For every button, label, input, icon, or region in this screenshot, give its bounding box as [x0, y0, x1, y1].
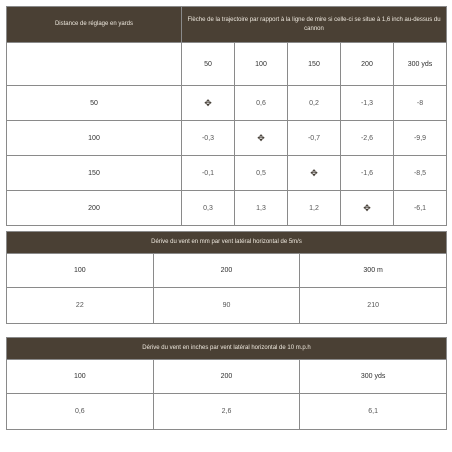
wind-drift-inches-table	[6, 337, 447, 430]
table-cell: 0,5	[235, 156, 288, 191]
table-cell: 6,1	[300, 394, 447, 430]
table-cell: -1,3	[341, 86, 394, 121]
distance-columns-row	[7, 43, 447, 86]
table-cell: 0,6	[235, 86, 288, 121]
row-label: 200	[7, 191, 182, 226]
column-header-150: 150	[288, 43, 341, 86]
table-row	[7, 191, 447, 226]
trajectory-header-row	[7, 7, 447, 43]
table-cell: -1,6	[341, 156, 394, 191]
wind-drift-mm-title-row	[7, 232, 447, 254]
table-cell: 0,6	[7, 394, 154, 430]
column-header-200: 200	[153, 360, 300, 394]
column-header-200: 200	[341, 43, 394, 86]
column-header-100: 100	[7, 254, 154, 288]
trajectory-description-header: Flèche de la trajectoire par rapport à la ligne de mire si celle-ci se situe à 1,6 inch au-dessus du cannon	[182, 7, 447, 43]
empty-corner-cell	[7, 43, 182, 86]
zero-point-icon: ✥	[341, 191, 394, 226]
distance-columns-row	[7, 254, 447, 288]
column-header-300: 300 m	[300, 254, 447, 288]
column-header-100: 100	[235, 43, 288, 86]
zeroing-distance-header: Distance de réglage en yards	[7, 7, 182, 43]
column-header-100: 100	[7, 360, 154, 394]
table-row	[7, 394, 447, 430]
distance-columns-row	[7, 360, 447, 394]
table-cell: 22	[7, 288, 154, 324]
table-cell: -2,6	[341, 121, 394, 156]
table-cell: 1,3	[235, 191, 288, 226]
table-cell: -0,7	[288, 121, 341, 156]
table-cell: 1,2	[288, 191, 341, 226]
table-row	[7, 86, 447, 121]
table-row	[7, 121, 447, 156]
table-cell: -0,3	[182, 121, 235, 156]
column-header-300: 300 yds	[394, 43, 447, 86]
table-cell: -6,1	[394, 191, 447, 226]
wind-drift-inches-title: Dérive du vent en inches par vent latéral horizontal de 10 m.p.h	[7, 338, 447, 360]
table-cell: 0,3	[182, 191, 235, 226]
table-cell: 90	[153, 288, 300, 324]
row-label: 50	[7, 86, 182, 121]
table-cell: 210	[300, 288, 447, 324]
table-cell: 2,6	[153, 394, 300, 430]
wind-drift-mm-table	[6, 231, 447, 324]
row-label: 150	[7, 156, 182, 191]
zero-point-icon: ✥	[182, 86, 235, 121]
column-header-300: 300 yds	[300, 360, 447, 394]
table-cell: -9,9	[394, 121, 447, 156]
row-label: 100	[7, 121, 182, 156]
table-cell: -0,1	[182, 156, 235, 191]
wind-drift-inches-title-row	[7, 338, 447, 360]
trajectory-table	[6, 6, 447, 226]
table-cell: -8	[394, 86, 447, 121]
table-cell: 0,2	[288, 86, 341, 121]
zero-point-icon: ✥	[288, 156, 341, 191]
zero-point-icon: ✥	[235, 121, 288, 156]
table-cell: -8,5	[394, 156, 447, 191]
table-row	[7, 156, 447, 191]
table-row	[7, 288, 447, 324]
column-header-200: 200	[153, 254, 300, 288]
column-header-50: 50	[182, 43, 235, 86]
wind-drift-mm-title: Dérive du vent en mm par vent latéral horizontal de 5m/s	[7, 232, 447, 254]
